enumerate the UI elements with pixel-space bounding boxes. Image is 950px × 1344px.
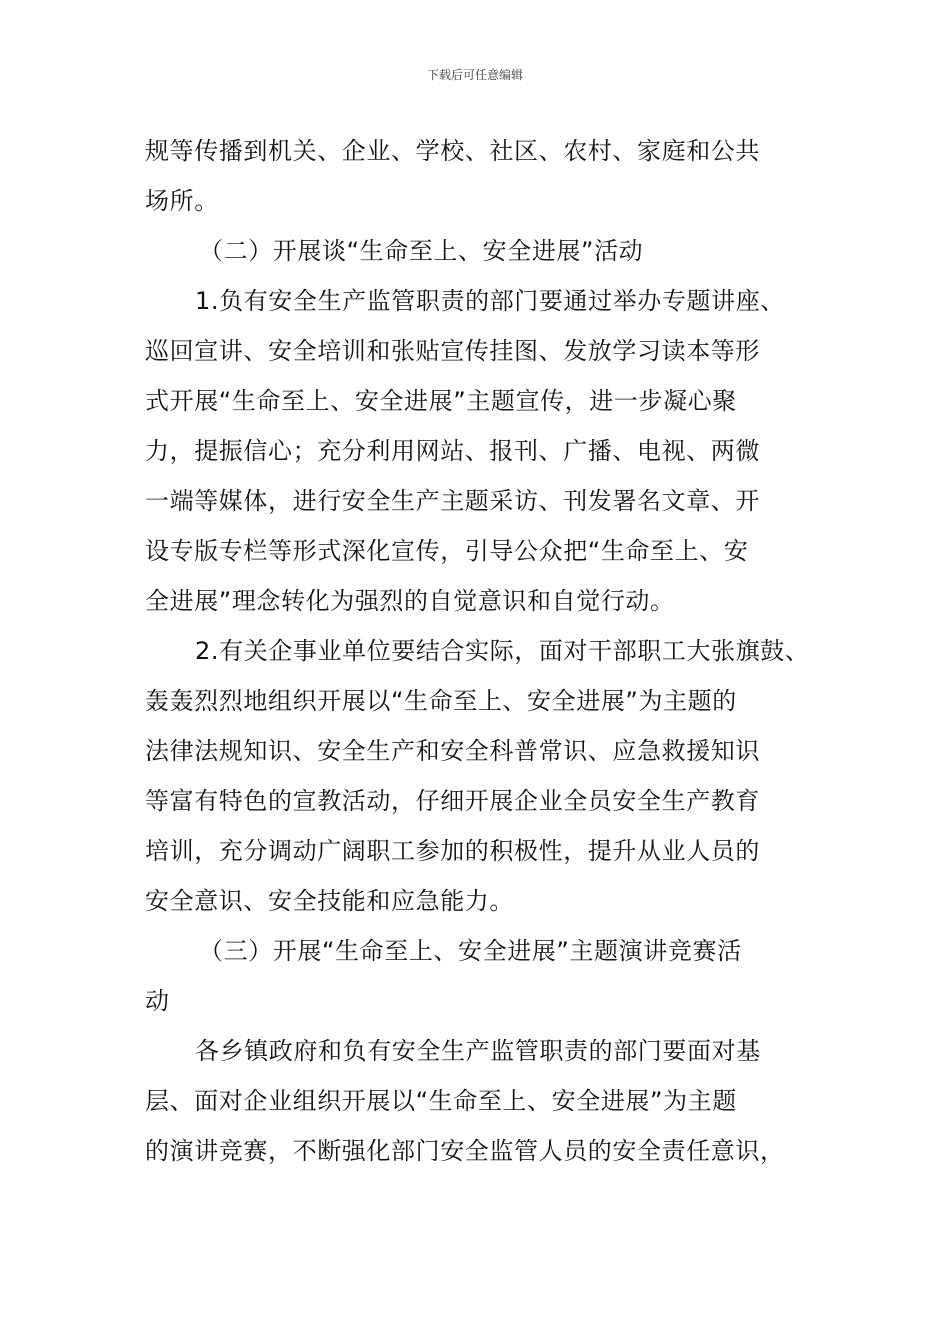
text-line: 等富有特色的宣教活动，仔细开展企业全员安全生产教育 xyxy=(145,787,760,815)
section-heading: （三）开展“生命至上、安全进展”主题演讲竞赛活 xyxy=(199,937,742,965)
text-line: 规等传播到机关、企业、学校、社区、农村、家庭和公共 xyxy=(145,137,760,165)
text-line: 1.负有安全生产监管职责的部门要通过举办专题讲座、 xyxy=(195,287,785,315)
text-line: 一端等媒体，进行安全生产主题采访、刊发署名文章、开 xyxy=(145,487,760,515)
text-line: 培训，充分调动广阔职工参加的积极性，提升从业人员的 xyxy=(145,837,760,865)
text-line: 巡回宣讲、安全培训和张贴宣传挂图、发放学习读本等形 xyxy=(145,337,760,365)
text-line: 各乡镇政府和负有安全生产监管职责的部门要面对基 xyxy=(195,1037,761,1065)
text-line: 2.有关企事业单位要结合实际，面对干部职工大张旗鼓、 xyxy=(195,637,810,665)
section-heading: （二）开展谈“生命至上、安全进展”活动 xyxy=(199,237,644,265)
text-line: 轰轰烈烈地组织开展以“生命至上、安全进展”为主题的 xyxy=(145,687,737,715)
text-line: 式开展“生命至上、安全进展”主题宣传，进一步凝心聚 xyxy=(145,387,737,415)
page-header: 下载后可任意编辑 xyxy=(426,68,523,82)
text-line: 法律法规知识、安全生产和安全科普常识、应急救援知识 xyxy=(145,737,760,765)
text-line: 全进展”理念转化为强烈的自觉意识和自觉行动。 xyxy=(145,587,675,615)
text-line: 层、面对企业组织开展以“生命至上、安全进展”为主题 xyxy=(145,1087,737,1115)
text-line: 场所。 xyxy=(145,187,219,215)
text-line: 动 xyxy=(145,987,170,1015)
text-line: 力，提振信心；充分利用网站、报刊、广播、电视、两微 xyxy=(145,437,760,465)
text-line: 设专版专栏等形式深化宣传，引导公众把“生命至上、安 xyxy=(145,537,749,565)
text-line: 安全意识、安全技能和应急能力。 xyxy=(145,887,514,915)
text-line: 的演讲竞赛，不断强化部门安全监管人员的安全责任意识， xyxy=(145,1137,785,1165)
